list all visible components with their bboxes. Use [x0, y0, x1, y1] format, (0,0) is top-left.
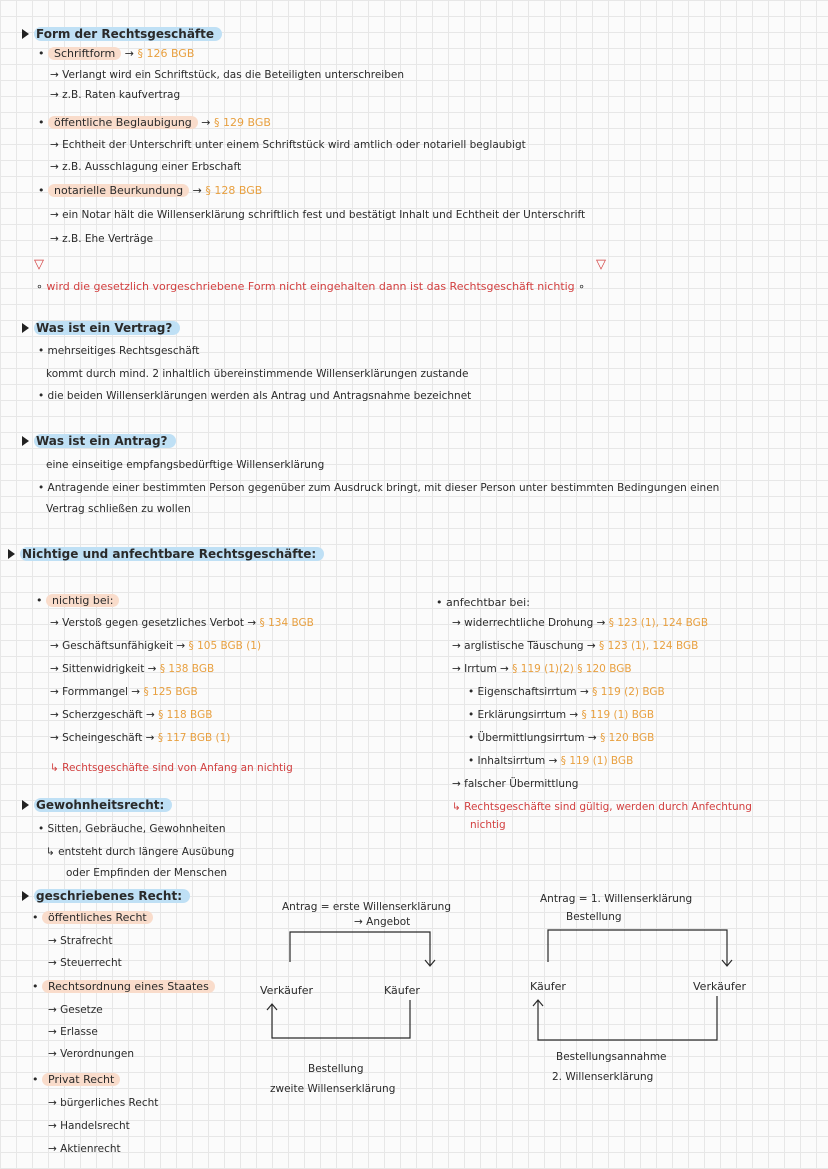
- diagram2-right: Verkäufer: [693, 980, 747, 993]
- gewohnheit-line-1: • Sitten, Gebräuche, Gewohnheiten: [38, 823, 226, 835]
- staat-item-2: → Erlasse: [48, 1026, 98, 1038]
- list-item-ref: § 119 (1) BGB: [560, 755, 634, 767]
- beurkundung-line-1: → ein Notar hält die Willenserklärung schriftlich fest und bestätigt Inhalt und Echtheit der Unterschrift: [50, 209, 586, 221]
- section-title-nichtig: Nichtige und anfechtbare Rechtsgeschäfte:: [20, 547, 324, 561]
- diagram1-bottom-2: zweite Willenserklärung: [270, 1083, 396, 1095]
- diagram2-bottom-arrow: [538, 996, 717, 1040]
- list-item-text: • Übermittlungsirrtum →: [468, 732, 597, 744]
- list-item-text: → Irrtum →: [452, 663, 509, 675]
- list-item-text: • Eigenschaftsirrtum →: [468, 686, 589, 698]
- list-item-text: → Scherzgeschäft →: [50, 709, 155, 721]
- beurkundung-row: • notarielle Beurkundung → § 128 BGB: [38, 184, 263, 197]
- beglaubigung-line-1: → Echtheit der Unterschrift unter einem Schriftstück wird amtlich oder notariell beglaubigt: [50, 139, 526, 151]
- staat-row: • Rechtsordnung eines Staates: [32, 980, 215, 994]
- list-item-ref: § 119 (1)(2) § 120 BGB: [512, 663, 632, 675]
- schriftform-row: • Schriftform → § 126 BGB: [38, 47, 195, 60]
- list-item-ref: § 118 BGB: [158, 709, 213, 721]
- list-item-ref: § 138 BGB: [159, 663, 215, 675]
- oeffentlich-label: öffentliches Recht: [42, 911, 153, 924]
- list-item-ref: § 120 BGB: [600, 732, 655, 744]
- oeffentlich-row: • öffentliches Recht: [32, 911, 153, 925]
- diagram1-left: Verkäufer: [260, 984, 314, 997]
- form-warning: ∘ wird die gesetzlich vorgeschriebene Form nicht eingehalten dann ist das Rechtsgeschäft nichtig ∘: [36, 280, 586, 293]
- diagram1-top-2: → Angebot: [354, 916, 411, 928]
- beglaubigung-line-2: → z.B. Ausschlagung einer Erbschaft: [50, 161, 242, 173]
- antrag-line-2-text: Antragende einer bestimmten Person gegenüber zum Ausdruck bringt, mit dieser Person unter bestimmten Bedingungen einen: [47, 482, 720, 494]
- anfechtbar-conclusion-2: nichtig: [470, 819, 506, 831]
- diagram1-top-1: Antrag = erste Willenserklärung: [282, 901, 451, 913]
- list-item-text: • Inhaltsirrtum →: [468, 755, 558, 767]
- vertrag-line-1: • mehrseitiges Rechtsgeschäft: [38, 345, 200, 357]
- section-title-geschrieben: geschriebenes Recht:: [34, 889, 190, 903]
- diagram2-bottom-2: 2. Willenserklärung: [552, 1071, 654, 1083]
- list-item-text: → Formmangel →: [50, 686, 141, 698]
- section-title-form: Form der Rechtsgeschäfte: [34, 27, 222, 41]
- schriftform-line-1: → Verlangt wird ein Schriftstück, das die Beteiligten unterschreiben: [50, 69, 405, 81]
- vertrag-line-3: • die beiden Willenserklärungen werden als Antrag und Antragsnahme bezeichnet: [38, 390, 472, 402]
- oeffentlich-item-1: → Strafrecht: [48, 935, 113, 947]
- list-item-text: → falscher Übermittlung: [452, 778, 579, 790]
- diagram1-top-arrow: [290, 932, 430, 965]
- diagram2-top-2: Bestellung: [566, 911, 622, 923]
- list-item-ref: § 123 (1), 124 BGB: [608, 617, 709, 629]
- staat-item-1: → Gesetze: [48, 1004, 103, 1016]
- list-item-ref: § 134 BGB: [259, 617, 314, 629]
- gewohnheit-line-3: oder Empfinden der Menschen: [66, 867, 228, 879]
- list-item-ref: § 119 (2) BGB: [592, 686, 665, 698]
- vertrag-line-2: kommt durch mind. 2 inhaltlich übereinstimmende Willenserklärungen zustande: [46, 368, 469, 380]
- diagram1-bottom-1: Bestellung: [308, 1063, 364, 1075]
- vertrag-line-1-text: mehrseitiges Rechtsgeschäft: [47, 345, 200, 357]
- beglaubigung-label: öffentliche Beglaubigung: [48, 116, 198, 129]
- beurkundung-ref: § 128 BGB: [205, 184, 263, 197]
- schriftform-line-2: → z.B. Raten kaufvertrag: [50, 89, 181, 101]
- privat-item-1: → bürgerliches Recht: [48, 1097, 159, 1109]
- oeffentlich-item-2: → Steuerrecht: [48, 957, 122, 969]
- diagram2-top-1: Antrag = 1. Willenserklärung: [540, 893, 693, 905]
- anfechtbar-conclusion-1: ↳ Rechtsgeschäfte sind gültig, werden durch Anfechtung: [452, 801, 752, 813]
- privat-label: Privat Recht: [42, 1073, 120, 1086]
- beglaubigung-row: • öffentliche Beglaubigung → § 129 BGB: [38, 116, 271, 129]
- anfechtbar-label-row: • anfechtbar bei:: [436, 596, 530, 609]
- diagram2-left: Käufer: [530, 980, 566, 993]
- privat-row: • Privat Recht: [32, 1073, 120, 1087]
- list-item-text: → Verstoß gegen gesetzliches Verbot →: [50, 617, 257, 629]
- list-item-ref: § 105 BGB (1): [188, 640, 262, 652]
- schriftform-label: Schriftform: [48, 47, 121, 60]
- privat-item-3: → Aktienrecht: [48, 1143, 121, 1155]
- list-item-ref: § 117 BGB (1): [157, 732, 231, 744]
- list-item-ref: § 123 (1), 124 BGB: [599, 640, 699, 652]
- privat-item-2: → Handelsrecht: [48, 1120, 130, 1132]
- list-item-text: • Erklärungsirrtum →: [468, 709, 579, 721]
- nichtig-conclusion: ↳ Rechtsgeschäfte sind von Anfang an nichtig: [50, 762, 293, 774]
- section-title-antrag: Was ist ein Antrag?: [34, 434, 176, 448]
- warning-triangle-icon-right: ▽: [596, 257, 606, 272]
- nichtig-label-row: • nichtig bei:: [36, 594, 119, 608]
- list-item-text: → Geschäftsunfähigkeit →: [50, 640, 186, 652]
- list-item-ref: § 125 BGB: [143, 686, 198, 698]
- section-title-gewohnheit: Gewohnheitsrecht:: [34, 798, 172, 812]
- list-item-ref: § 119 (1) BGB: [581, 709, 655, 721]
- staat-item-3: → Verordnungen: [48, 1048, 135, 1060]
- list-item-text: → Scheingeschäft →: [50, 732, 155, 744]
- list-item-text: → widerrechtliche Drohung →: [452, 617, 606, 629]
- anfechtbar-label: anfechtbar bei:: [446, 596, 530, 609]
- beurkundung-label: notarielle Beurkundung: [48, 184, 189, 197]
- schriftform-ref: § 126 BGB: [137, 47, 195, 60]
- nichtig-label: nichtig bei:: [46, 594, 119, 607]
- antrag-line-2: • Antragende einer bestimmten Person gegenüber zum Ausdruck bringt, mit dieser Person unter bestimmten Bedingungen einen: [38, 482, 720, 494]
- form-warning-text: wird die gesetzlich vorgeschriebene Form nicht eingehalten dann ist das Rechtsgeschäft nichtig: [46, 280, 575, 293]
- diagram2-bottom-1: Bestellungsannahme: [556, 1051, 667, 1063]
- warning-triangle-icon-left: ▽: [34, 257, 44, 272]
- antrag-line-1: eine einseitige empfangsbedürftige Willenserklärung: [46, 459, 325, 471]
- diagram1-right: Käufer: [384, 984, 420, 997]
- staat-label: Rechtsordnung eines Staates: [42, 980, 215, 993]
- diagram2-top-arrow: [548, 930, 727, 966]
- section-title-vertrag: Was ist ein Vertrag?: [34, 321, 180, 335]
- beurkundung-line-2: → z.B. Ehe Verträge: [50, 233, 154, 245]
- gewohnheit-line-2: ↳ entsteht durch längere Ausübung: [46, 846, 235, 858]
- diagram1-bottom-arrow: [272, 1000, 410, 1038]
- list-item-text: → arglistische Täuschung →: [452, 640, 596, 652]
- beglaubigung-ref: § 129 BGB: [214, 116, 271, 129]
- vertrag-line-3-text: die beiden Willenserklärungen werden als Antrag und Antragsnahme bezeichnet: [47, 390, 472, 402]
- list-item-text: → Sittenwidrigkeit →: [50, 663, 157, 675]
- antrag-line-3: Vertrag schließen zu wollen: [46, 503, 191, 515]
